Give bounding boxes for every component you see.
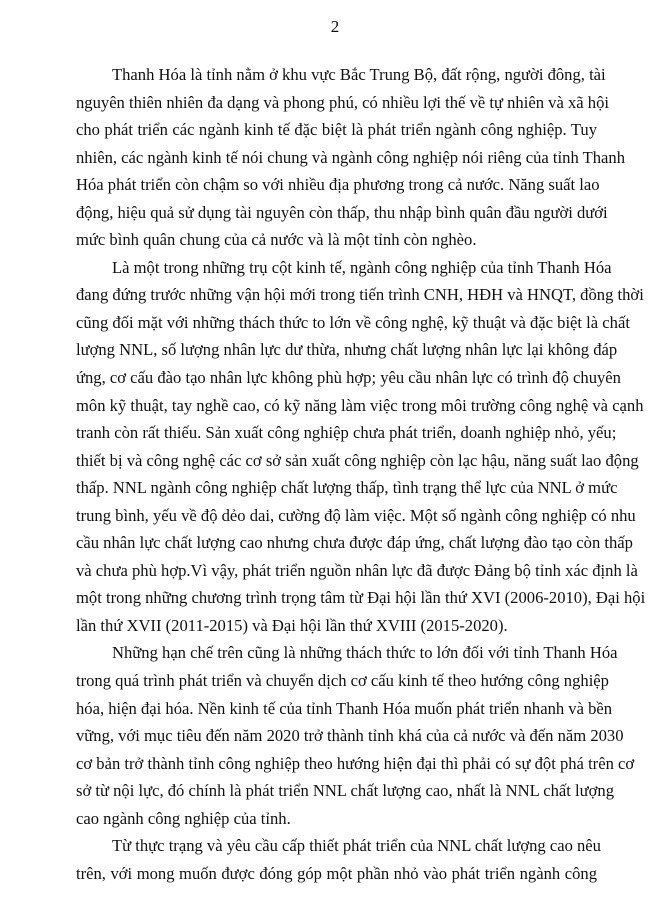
text-line: cho phát triển các ngành kinh tế đặc biệt là phát triển ngành công nghiệp. Tuy <box>76 120 597 140</box>
text-line: lượng NNL, số lượng nhân lực dư thừa, nhưng chất lượng nhân lực lại không đáp <box>76 340 618 360</box>
text-line: Những hạn chế trên cũng là những thách thức to lớn đối với tỉnh Thanh Hóa <box>112 643 618 663</box>
text-line: và chưa phù hợp.Vì vậy, phát triển nguồn nhân lực đã được Đảng bộ tỉnh xác định là <box>76 560 638 580</box>
text-line: nguyên thiên nhiên đa dạng và phong phú, có nhiều lợi thế về tự nhiên và xã hội <box>76 92 609 112</box>
text-line: Thanh Hóa là tỉnh nằm ở khu vực Bắc Trung Bộ, đất rộng, người đông, tài <box>112 65 606 84</box>
text-line: cao ngành công nghiệp của tỉnh. <box>76 808 291 828</box>
text-line: trong quá trình phát triển và chuyển dịch cơ cấu kinh tế theo hướng công nghiệp <box>76 671 609 691</box>
text-line: trên, với mong muốn được đóng góp một phần nhỏ vào phát triển ngành công <box>76 863 597 883</box>
text-line: nhiên, các ngành kinh tế nói chung và ngành công nghiệp nói riêng của tỉnh Thanh <box>76 147 625 167</box>
text-line: Là một trong những trụ cột kinh tế, ngành công nghiệp của tỉnh Thanh Hóa <box>112 257 612 277</box>
text-line: vững, với mục tiêu đến năm 2020 trở thành tỉnh khá của cả nước và đến năm 2030 <box>76 726 624 746</box>
text-line: cơ bản trở thành tỉnh công nghiệp theo hướng hiện đại thì phải có sự đột phá trên cơ <box>76 753 635 773</box>
paragraph <box>76 254 646 640</box>
text-line: tranh còn rất thiếu. Sản xuất công nghiệp chưa phát triển, doanh nghiệp nhỏ, yếu; <box>76 423 617 443</box>
text-line: trung bình, yếu về độ dẻo dai, cường độ làm việc. Một số ngành công nghiệp có nhu <box>76 505 636 525</box>
page-number: 2 <box>330 17 340 36</box>
paragraph <box>76 61 625 254</box>
text-line: mức bình quân chung của cả nước và là một tỉnh còn nghèo. <box>76 230 477 250</box>
document-body <box>76 61 646 887</box>
text-line: Hóa phát triển còn chậm so với nhiều địa phương trong cả nước. Năng suất lao <box>76 175 600 195</box>
text-line: môn kỹ thuật, tay nghề cao, có kỹ năng làm việc trong môi trường công nghệ và cạnh <box>76 395 644 415</box>
text-line: Từ thực trạng và yêu cầu cấp thiết phát triển của NNL chất lượng cao nêu <box>112 836 601 856</box>
text-line: một trong những chương trình trọng tâm từ Đại hội lần thứ XVI (2006-2010), Đại hội <box>76 588 646 608</box>
text-line: đang đứng trước những vận hội mới trong tiến trình CNH, HĐH và HNQT, đồng thời <box>76 285 644 305</box>
text-line: sở từ nội lực, đó chính là phát triển NNL chất lượng cao, nhất là NNL chất lượng <box>76 781 615 801</box>
paragraph <box>76 832 601 887</box>
text-line: thấp. NNL ngành công nghiệp chất lượng thấp, tình trạng thể lực của NNL ở mức <box>76 478 618 498</box>
text-line: ứng, cơ cấu đào tạo nhân lực không phù hợp; yêu cầu nhân lực có trình độ chuyên <box>76 368 621 388</box>
paragraph <box>76 639 635 832</box>
text-line: cầu nhân lực chất lượng cao nhưng chưa được đáp ứng, chất lượng đào tạo còn thấp <box>76 533 633 553</box>
text-line: lần thứ XVII (2011-2015) và Đại hội lần thứ XVIII (2015-2020). <box>76 615 508 635</box>
text-line: cũng đối mặt với những thách thức to lớn về công nghệ, kỹ thuật và đặc biệt là chất <box>76 312 630 332</box>
text-line: hóa, hiện đại hóa. Nền kinh tế của tỉnh Thanh Hóa muốn phát triển nhanh và bền <box>76 698 613 718</box>
text-line: thiết bị và công nghệ các cơ sở sản xuất công nghiệp còn lạc hậu, năng suất lao động <box>76 450 639 470</box>
text-line: động, hiệu quả sử dụng tài nguyên còn thấp, thu nhập bình quân đầu người dưới <box>76 202 608 222</box>
